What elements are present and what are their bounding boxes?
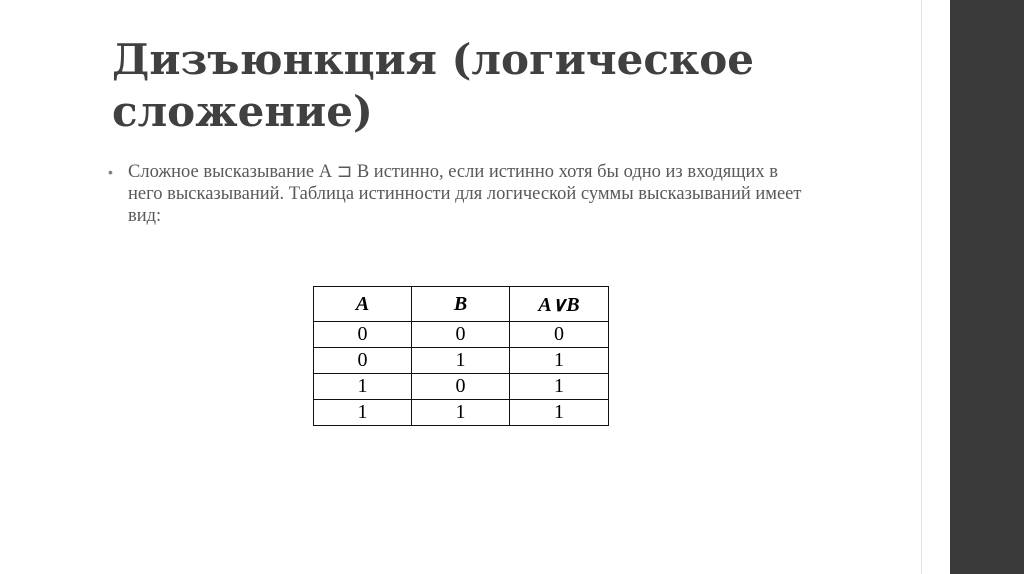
table-row xyxy=(314,400,609,426)
table-row xyxy=(314,374,609,400)
cell-result: 0 xyxy=(510,322,609,348)
table-row xyxy=(314,322,609,348)
cell-b: 1 xyxy=(412,400,510,426)
cell-b: 1 xyxy=(412,348,510,374)
cell-a: 0 xyxy=(314,348,412,374)
slide-edge-divider xyxy=(921,0,922,574)
bullet-text: Сложное высказывание А ⊐ В истинно, если истинно хотя бы одно из входящих в него высказываний. Таблица истинности для логической суммы высказываний имеет вид: xyxy=(128,162,802,226)
header-a-or-b: A∨B xyxy=(510,287,609,322)
table-row xyxy=(314,348,609,374)
cell-b: 0 xyxy=(412,322,510,348)
header-b: B xyxy=(412,287,510,322)
cell-a: 0 xyxy=(314,322,412,348)
cell-a: 1 xyxy=(314,400,412,426)
side-panel xyxy=(950,0,1024,574)
cell-result: 1 xyxy=(510,374,609,400)
bullet-marker: • xyxy=(108,164,113,180)
cell-result: 1 xyxy=(510,400,609,426)
slide-title: Дизъюнкция (логическое сложение) xyxy=(112,35,754,136)
cell-b: 0 xyxy=(412,374,510,400)
cell-result: 1 xyxy=(510,348,609,374)
cell-a: 1 xyxy=(314,374,412,400)
truth-table xyxy=(313,286,609,426)
header-a: A xyxy=(314,287,412,322)
table-header-row xyxy=(314,287,609,322)
